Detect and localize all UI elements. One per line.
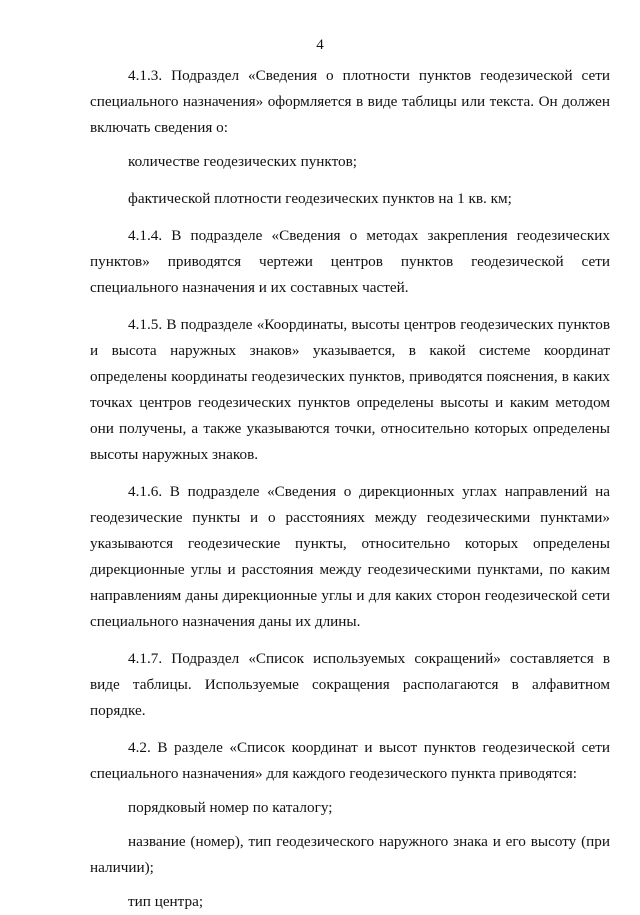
- list-item-point-count: количестве геодезических пунктов;: [128, 153, 358, 170]
- paragraph-4-1-6: 4.1.6. В подразделе «Сведения о дирекционных углах направлений на геодезические пункты и о расстояниях между геодезическими пунктами» указываются геодезические пункты, относительно которых определены дирекционные углы и расстояния между геодезическими пунктами, по каким направлениям даны дирекционные углы и для каких сторон геодезической сети специального назначения даны их длины.: [90, 483, 610, 630]
- list-item-center-type: тип центра;: [128, 893, 204, 910]
- paragraph-4-2: 4.2. В разделе «Список координат и высот пунктов геодезической сети специального назначения» для каждого геодезического пункта приводятся:: [90, 739, 610, 782]
- document-body: [90, 63, 610, 915]
- paragraph-4-1-4: 4.1.4. В подразделе «Сведения о методах закрепления геодезических пунктов» приводятся чертежи центров пунктов геодезической сети специального назначения и их составных частей.: [90, 227, 610, 296]
- paragraph-4-1-7: 4.1.7. Подраздел «Список используемых сокращений» составляется в виде таблицы. Используемые сокращения располагаются в алфавитном порядке.: [90, 650, 610, 719]
- list-item-sign-name-type-height: название (номер), тип геодезического наружного знака и его высоту (при наличии);: [90, 833, 610, 876]
- paragraph-4-1-5: 4.1.5. В подразделе «Координаты, высоты центров геодезических пунктов и высота наружных знаков» указывается, в какой системе координат определены координаты геодезических пунктов, приводятся пояснения, в каких точках центров геодезических пунктов определены высоты и каким методом они получены, а также указываются точки, относительно которых определены высоты наружных знаков.: [90, 316, 610, 463]
- list-item-catalog-number: порядковый номер по каталогу;: [128, 799, 333, 816]
- list-item-point-density: фактической плотности геодезических пунктов на 1 кв. км;: [128, 190, 512, 207]
- page-number: 4: [316, 37, 324, 53]
- paragraph-4-1-3: 4.1.3. Подраздел «Сведения о плотности пунктов геодезической сети специального назначения» оформляется в виде таблицы или текста. Он должен включать сведения о:: [90, 67, 610, 136]
